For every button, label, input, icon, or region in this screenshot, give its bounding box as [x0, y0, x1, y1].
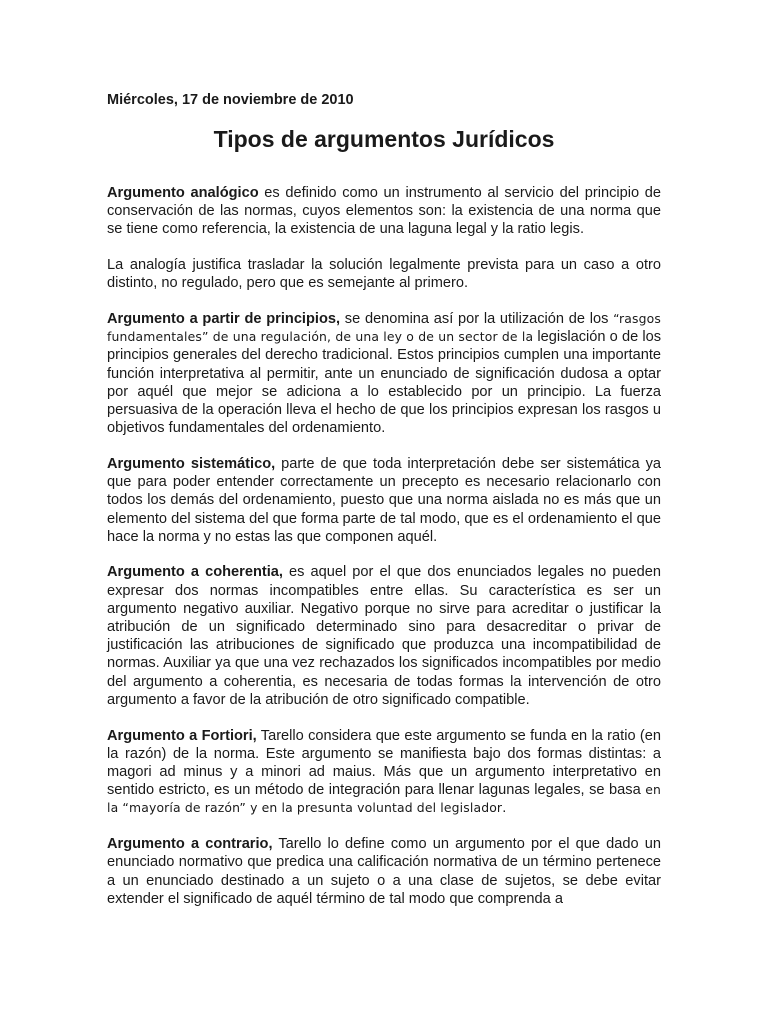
document-title: Tipos de argumentos Jurídicos: [213, 126, 555, 152]
paragraph-heading: Argumento a Fortiori,: [107, 727, 257, 744]
paragraph-text: .: [502, 800, 507, 817]
paragraph-argumento-sistematico: [107, 455, 661, 546]
paragraph-text: La analogía justifica trasladar la solución legalmente prevista para un caso a otro distinto, no regulado, pero que es semejante al primero.: [107, 257, 661, 292]
paragraph-analogia: [107, 256, 661, 292]
paragraph-argumento-coherentia: [107, 563, 661, 709]
paragraph-text: parte de que toda interpretación debe ser sistemática ya que para poder entender correctamente un precepto es necesario relacionarlo con todos los demás del ordenamiento, puesto que una norma aislada no es más que un elemento del sistema del que forma parte de tal modo, que es el ordenamiento el que hace la norma y no estas las que componen aquél.: [107, 455, 661, 545]
paragraph-text: se denomina así por la utilización de los: [340, 311, 614, 328]
document-date: Miércoles, 17 de noviembre de 2010: [107, 92, 354, 108]
paragraph-text: Tarello lo define como un argumento por el que dado un enunciado normativo que predica una calificación normativa de un término pertenece a un enunciado destinado a un sujeto o a una clase de sujetos, se debe evitar extender el significado de aquél término de tal modo que comprenda a: [107, 836, 661, 907]
paragraph-heading: Argumento analógico: [107, 185, 259, 201]
paragraph-argumento-fortiori: [107, 727, 661, 818]
paragraph-text: Tarello considera que este argumento se funda en la ratio (en la razón) de la norma. Este argumento se manifiesta bajo dos formas distintas: a magori ad minus y a minori ad maius. Más que un argumento interpretativo en sentido estricto, es un método de integración para llenar lagunas legales, se basa: [107, 727, 661, 799]
paragraph-heading: Argumento sistemático,: [107, 455, 276, 472]
paragraph-argumento-principios: [107, 310, 661, 437]
paragraph-text: es aquel por el que dos enunciados legales no pueden expresar dos normas incompatibles entre ellas. Su característica es ser un argumento negativo auxiliar. Negativo porque no sirve para acreditar o justificar la atribución de un significado determinado sino para desacreditar o privar de justificación las atribuciones de significado que produzca una incompatibilidad de normas. Auxiliar ya que una vez rechazados los significados incompatibles por medio del argumento a coherentia, es necesaria de todas formas la intervención de otro argumento a favor de la atribución de otro significado compatible.: [107, 564, 661, 708]
paragraph-text-alt-font: en la “mayoría de razón” y en la presunta voluntad del legislador: [107, 782, 661, 816]
paragraph-heading: Argumento a partir de principios,: [107, 311, 341, 328]
paragraph-text: es definido como un instrumento al servicio del principio de conservación de las normas, cuyos elementos son: la existencia de una norma que se tiene como referencia, la existencia de una laguna legal y la ratio legis.: [107, 185, 661, 238]
paragraph-argumento-analogico: [107, 184, 661, 239]
paragraph-text: legislación o de los principios generales del derecho tradicional. Estos principios cumplen una importante función interpretativa al permitir, ante un enunciado de significación dudosa a optar por aquél que mejor se adiciona a lo establecido por un principio. La fuerza persuasiva de la operación lleva el hecho de que los principios expresan los rasgos u objetivos fundamentales del ordenamiento.: [107, 329, 661, 437]
paragraph-text-alt-font: “rasgos fundamentales” de una regulación, de una ley o de un sector de la: [107, 311, 661, 345]
paragraph-heading: Argumento a coherentia,: [107, 564, 283, 581]
document-body: [107, 184, 661, 908]
paragraph-argumento-contrario: [107, 835, 661, 908]
paragraph-heading: Argumento a contrario,: [107, 836, 273, 853]
document-page: [107, 90, 661, 925]
